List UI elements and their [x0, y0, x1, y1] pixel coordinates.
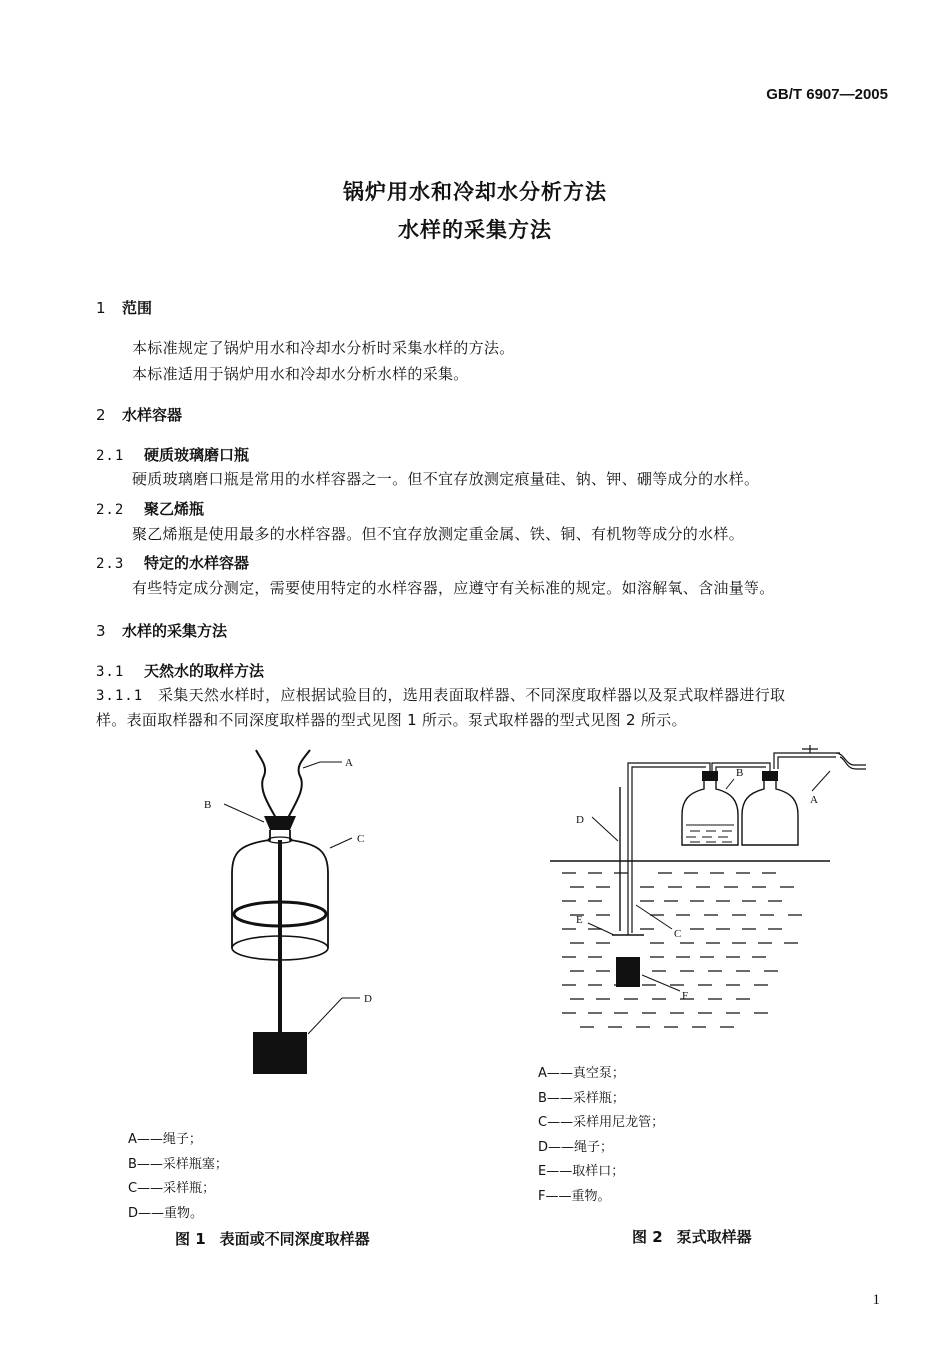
- section-3-number: 3: [96, 622, 106, 640]
- section-2-2-text: 聚乙烯瓶是使用最多的水样容器。但不宜存放测定重金属、铁、铜、有机物等成分的水样。: [132, 525, 745, 543]
- figure-1-label-b: B: [204, 799, 212, 811]
- leader-d: [308, 998, 342, 1034]
- bottle-1: [682, 781, 738, 845]
- section-2-3-number: 2.3: [96, 556, 125, 572]
- figure-2-label-c: C: [674, 928, 682, 940]
- figure-2-drawing: [540, 745, 870, 1045]
- leader-a2: [812, 771, 830, 791]
- section-2-title: 水样容器: [122, 406, 183, 424]
- section-3-1-1-number: 3.1.1: [96, 688, 144, 704]
- figure-2-caption: [632, 1226, 752, 1247]
- section-2-3-text: 有些特定成分测定，需要使用特定的水样容器，应遵守有关标准的规定。如溶解氧、含油量等。: [132, 579, 775, 597]
- rope-right: [288, 750, 310, 818]
- weight-block: [253, 1032, 307, 1074]
- section-2-3-heading: [96, 552, 249, 573]
- section-1-number: 1: [96, 299, 106, 317]
- section-2-2-number: 2.2: [96, 502, 125, 518]
- section-1-paragraph-1: 本标准规定了锅炉用水和冷却水分析时采集水样的方法。: [132, 339, 515, 357]
- bottle-1-cap: [702, 771, 718, 781]
- section-2-heading: [96, 404, 182, 425]
- section-1-heading: [96, 297, 152, 318]
- vacuum-line: [774, 753, 840, 769]
- section-2-3-title: 特定的水样容器: [144, 554, 250, 572]
- figure-2-caption-number: 图 2: [632, 1228, 663, 1246]
- figure-1-drawing: [180, 748, 410, 1084]
- page-number: 1: [872, 1292, 880, 1308]
- section-2-2-heading: [96, 498, 204, 519]
- leader-b: [224, 804, 264, 822]
- weight-f: [616, 957, 640, 987]
- vacuum-pump: [836, 753, 866, 769]
- figure-1-label-d: D: [364, 993, 372, 1005]
- section-3-1-1-line-2: 样。表面取样器和不同深度取样器的型式见图 1 所示。泵式取样器的型式见图 2 所示。: [96, 711, 687, 729]
- figure-2-label-e: E: [576, 914, 583, 926]
- section-2-number: 2: [96, 406, 106, 424]
- document-title-line1: 锅炉用水和冷却水分析方法: [343, 180, 607, 204]
- figure-2-legend-item: C——采样用尼龙管；: [538, 1115, 665, 1130]
- figure-1-label-c: C: [357, 833, 365, 845]
- valve-icon: [802, 745, 818, 753]
- figure-1-label-a: A: [345, 757, 353, 769]
- figure-2-legend-item: E——取样口；: [538, 1164, 625, 1179]
- section-3-title: 水样的采集方法: [122, 622, 228, 640]
- leader-a: [303, 762, 320, 768]
- section-2-2-title: 聚乙烯瓶: [144, 500, 205, 518]
- nylon-tube: [628, 763, 710, 935]
- figure-2-label-a: A: [810, 794, 818, 806]
- document-title-line2: 水样的采集方法: [398, 218, 552, 242]
- figure-2-legend-item: D——绳子；: [538, 1139, 614, 1155]
- standard-code: GB/T 6907—2005: [766, 86, 888, 103]
- figure-1-caption: [175, 1228, 370, 1249]
- figure-1-legend-item: A——绳子；: [128, 1132, 202, 1147]
- figure-1-legend-item: D——重物。: [128, 1205, 204, 1221]
- bottle-1-water: [686, 825, 734, 842]
- leader-b2: [726, 779, 734, 789]
- figure-2-caption-text: 泵式取样器: [676, 1228, 752, 1246]
- figure-2-legend-item: A——真空泵；: [538, 1066, 625, 1081]
- figure-2-legend-item: F——重物。: [538, 1188, 611, 1204]
- section-1-paragraph-2: 本标准适用于锅炉用水和冷却水分析水样的采集。: [132, 365, 469, 383]
- figure-2-label-d: D: [576, 814, 584, 826]
- section-3-1-1-line-1-text: 采集天然水样时，应根据试验目的，选用表面取样器、不同深度取样器以及泵式取样器进行取: [158, 686, 786, 704]
- figure-1-caption-number: 图 1: [175, 1230, 206, 1248]
- figure-2-label-f: F: [682, 990, 689, 1002]
- leader-d2: [592, 817, 618, 841]
- section-1-title: 范围: [122, 299, 153, 317]
- water-dashes: [562, 873, 802, 1027]
- section-2-1-text: 硬质玻璃磨口瓶是常用的水样容器之一。但不宜存放测定痕量硅、钠、钾、硼等成分的水样。: [132, 470, 760, 488]
- section-3-heading: [96, 620, 227, 641]
- rope-left: [256, 750, 276, 818]
- figure-1-legend: [128, 1128, 228, 1226]
- figure-1-legend-item: C——采样瓶；: [128, 1181, 216, 1196]
- section-3-1-heading: [96, 660, 264, 681]
- figure-1-caption-text: 表面或不同深度取样器: [219, 1230, 370, 1248]
- bottle-stopper: [264, 816, 296, 830]
- section-3-1-1-line-1: [96, 683, 785, 709]
- figure-1-legend-item: B——采样瓶塞；: [128, 1156, 228, 1172]
- section-3-1-number: 3.1: [96, 664, 125, 680]
- section-3-1-title: 天然水的取样方法: [144, 662, 265, 680]
- leader-f: [642, 975, 680, 991]
- figure-2-label-b: B: [736, 767, 744, 779]
- leader-c: [330, 838, 352, 848]
- section-2-1-title: 硬质玻璃磨口瓶: [144, 446, 250, 464]
- section-2-1-number: 2.1: [96, 448, 125, 464]
- bottle-2: [742, 781, 798, 845]
- leader-c2: [636, 905, 672, 929]
- figure-2-legend: [538, 1062, 664, 1209]
- section-2-1-heading: [96, 444, 249, 465]
- bottle-2-cap: [762, 771, 778, 781]
- figure-2-legend-item: B——采样瓶；: [538, 1090, 625, 1106]
